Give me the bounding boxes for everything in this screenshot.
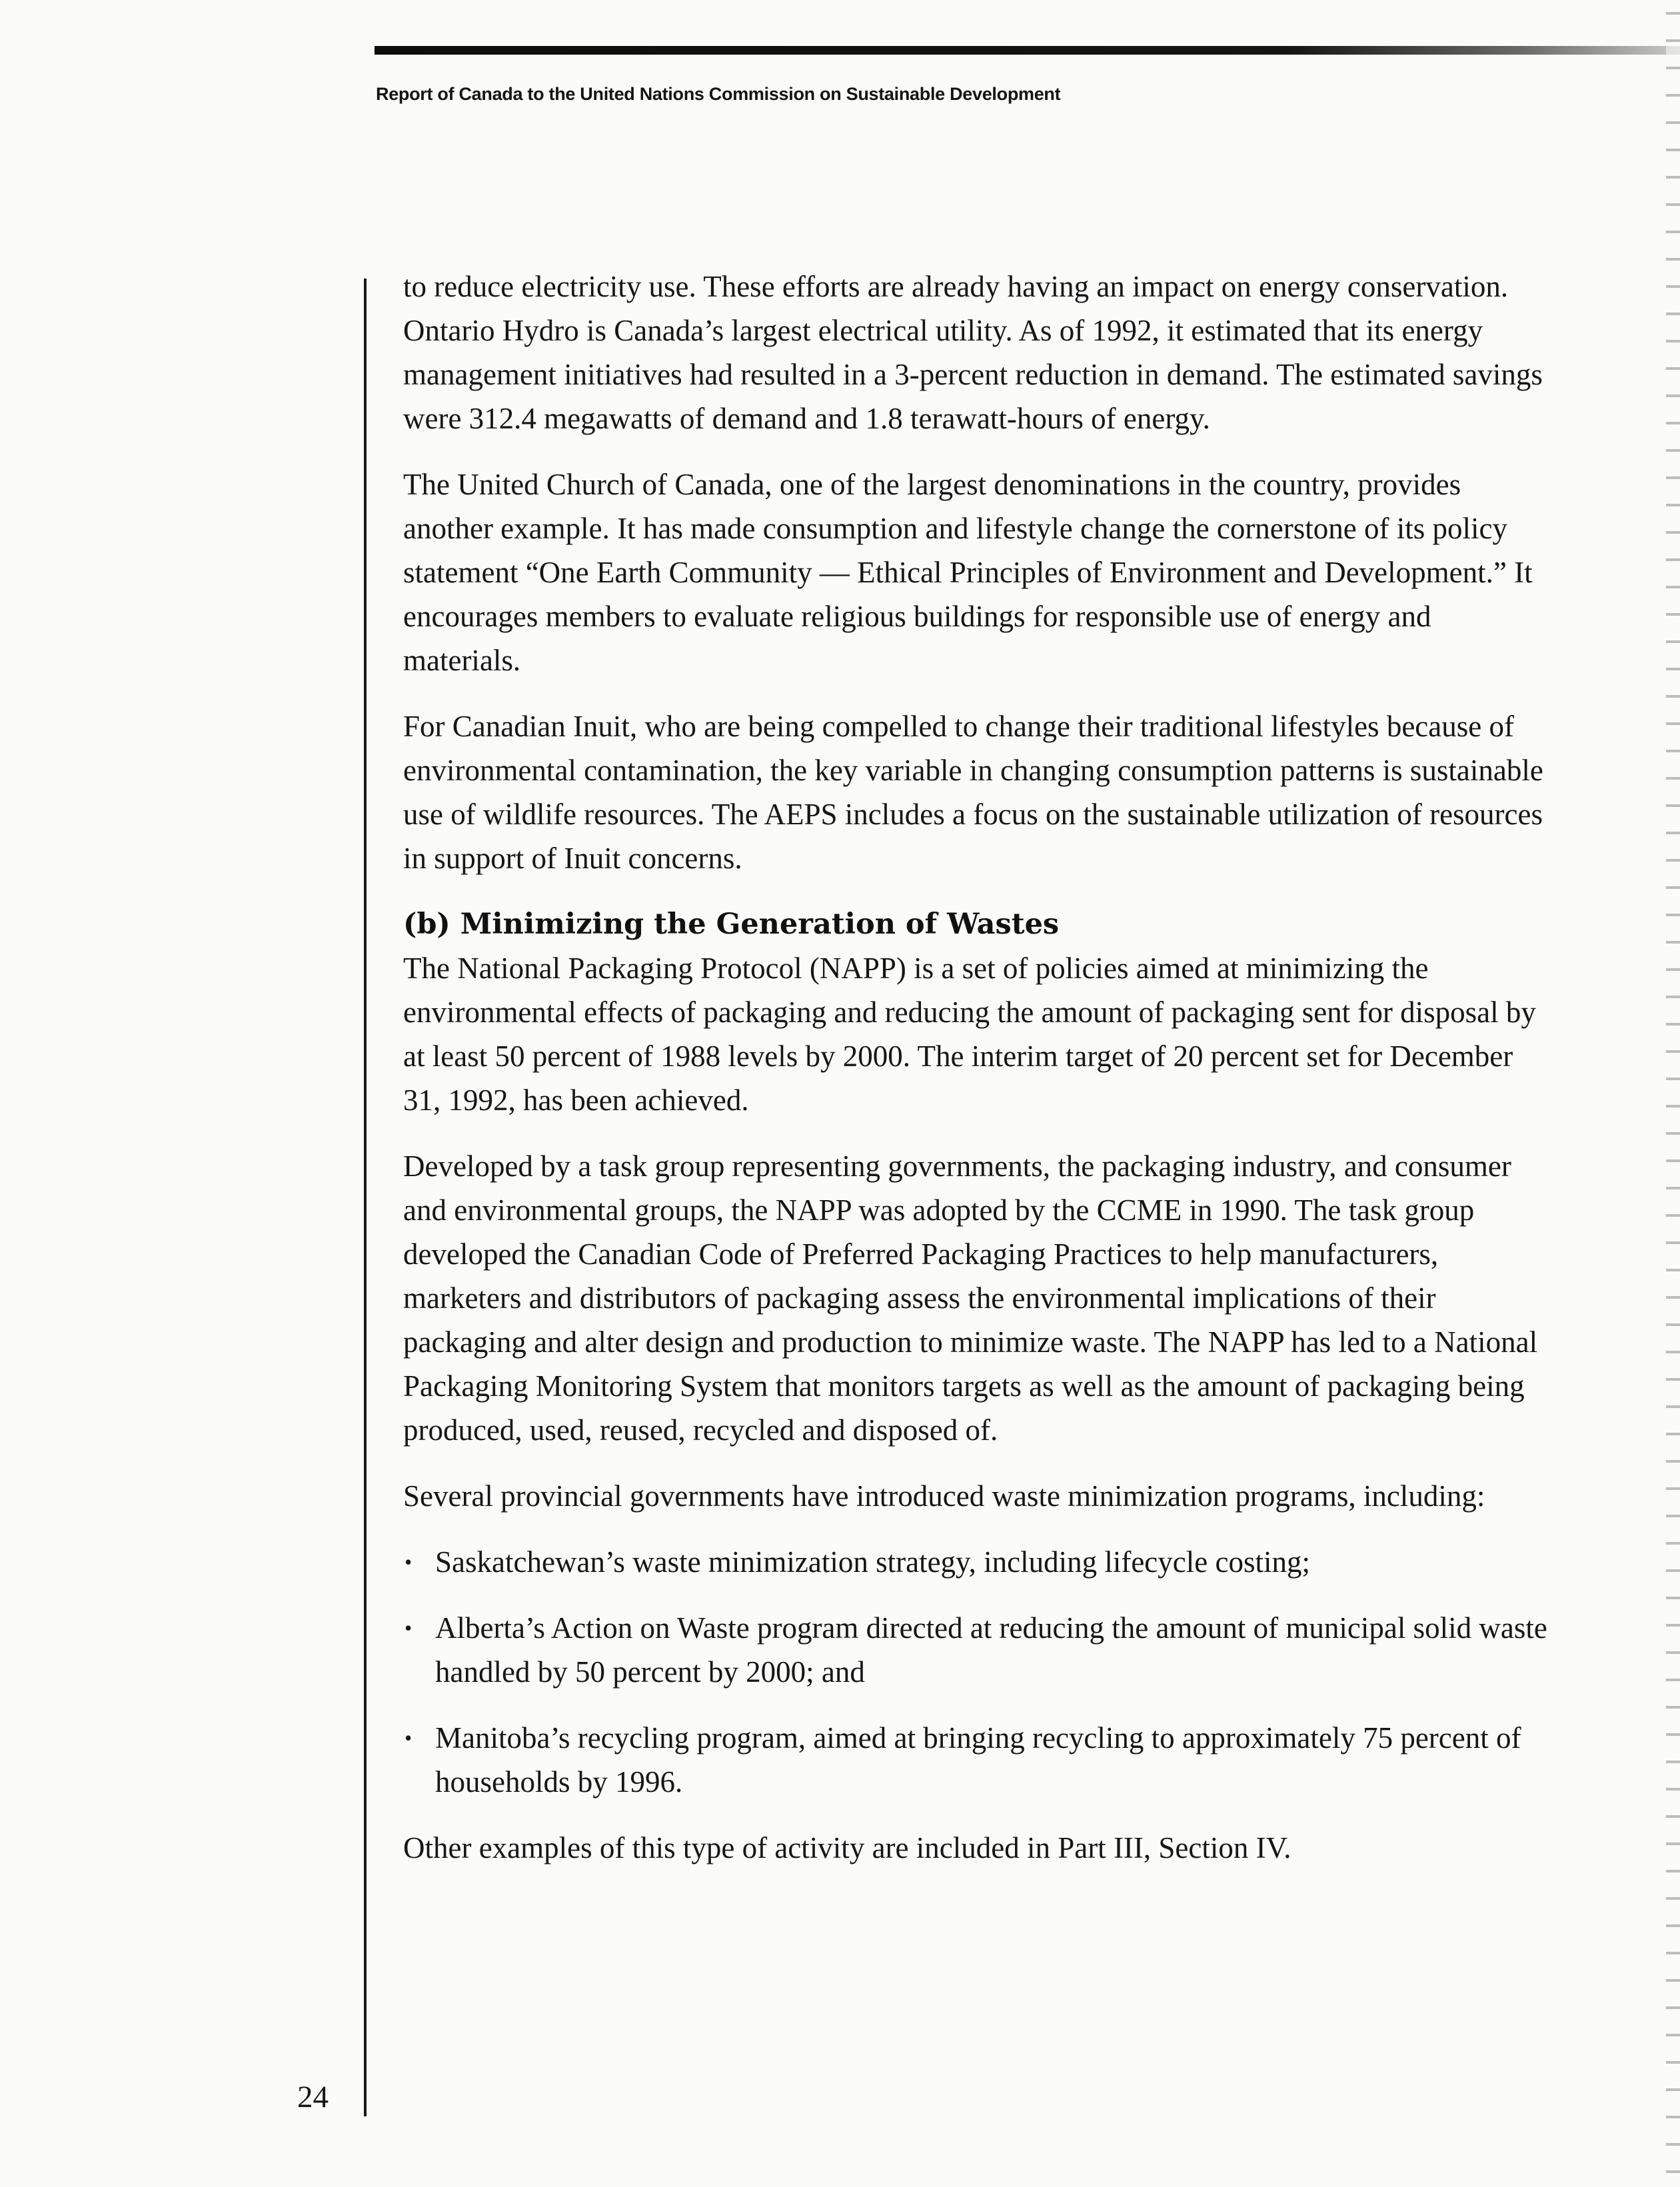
margin-rule [364, 279, 367, 2116]
list-item-text: Alberta’s Action on Waste program directed at reducing the amount of municipal solid waste handled by 50 percent by 2000; and [435, 1611, 1547, 1689]
paragraph-united-church: The United Church of Canada, one of the largest denominations in the country, provides another example. It has made consumption and lifestyle change the cornerstone of its policy statement “One Earth Community — Ethical Principles of Environment and Development.” It encourages members to evaluate religious buildings for responsible use of energy and materials. [403, 468, 1533, 677]
provincial-programs-list [403, 1540, 1549, 1804]
page-number: 24 [297, 2080, 329, 2114]
bullet-icon: • [405, 1616, 413, 1640]
paragraph-ontario-hydro: to reduce electricity use. These efforts are already having an impact on energy conservation. Ontario Hydro is Canada’s largest electrical utility. As of 1992, it estimated that its energy management initiatives had resulted in a 3-percent reduction in demand. The estimated savings were 312.4 megawatts of demand and 1.8 terawatt-hours of energy. [403, 270, 1543, 435]
section-heading: (b) Minimizing the Generation of Wastes [403, 908, 1060, 941]
header-rule [375, 46, 1680, 55]
paragraph-napp: The National Packaging Protocol (NAPP) is a set of policies aimed at minimizing the environmental effects of packaging and reducing the amount of packaging sent for disposal by at least 50 percent of 1988 levels by 2000. The interim target of 20 percent set for December 31, 1992, has been achieved. [403, 952, 1536, 1117]
bullet-icon: • [405, 1550, 413, 1574]
running-header: Report of Canada to the United Nations Commission on Sustainable Development [376, 84, 1061, 104]
scan-edge [1666, 0, 1680, 2187]
paragraph-task-group: Developed by a task group representing governments, the packaging industry, and consumer and environmental groups, the NAPP was adopted by the CCME in 1990. The task group developed the Canadian Code of Preferred Packaging Practices to help manufacturers, marketers and distributors of packaging assess the environmental implications of their packaging and alter design and production to minimize waste. The NAPP has led to a National Packaging Monitoring System that monitors targets as well as the amount of packaging being produced, used, reused, recycled and disposed of. [403, 1149, 1538, 1447]
list-item-text: Saskatchewan’s waste minimization strategy, including lifecycle costing; [435, 1545, 1310, 1579]
list-item [403, 1716, 1549, 1804]
list-item [403, 1540, 1549, 1584]
main-text [403, 265, 1549, 1892]
list-item [403, 1606, 1549, 1694]
paragraph-inuit: For Canadian Inuit, who are being compelled to change their traditional lifestyles because of environmental contamination, the key variable in changing consumption patterns is sustainable use of wildlife resources. The AEPS includes a focus on the sustainable utilization of resources in support of Inuit concerns. [403, 710, 1543, 875]
closing-paragraph: Other examples of this type of activity are included in Part III, Section IV. [403, 1831, 1291, 1864]
bullet-icon: • [405, 1726, 413, 1750]
paragraph-provincial: Several provincial governments have introduced waste minimization programs, including: [403, 1479, 1485, 1513]
list-item-text: Manitoba’s recycling program, aimed at bringing recycling to approximately 75 percent of households by 1996. [435, 1721, 1521, 1799]
